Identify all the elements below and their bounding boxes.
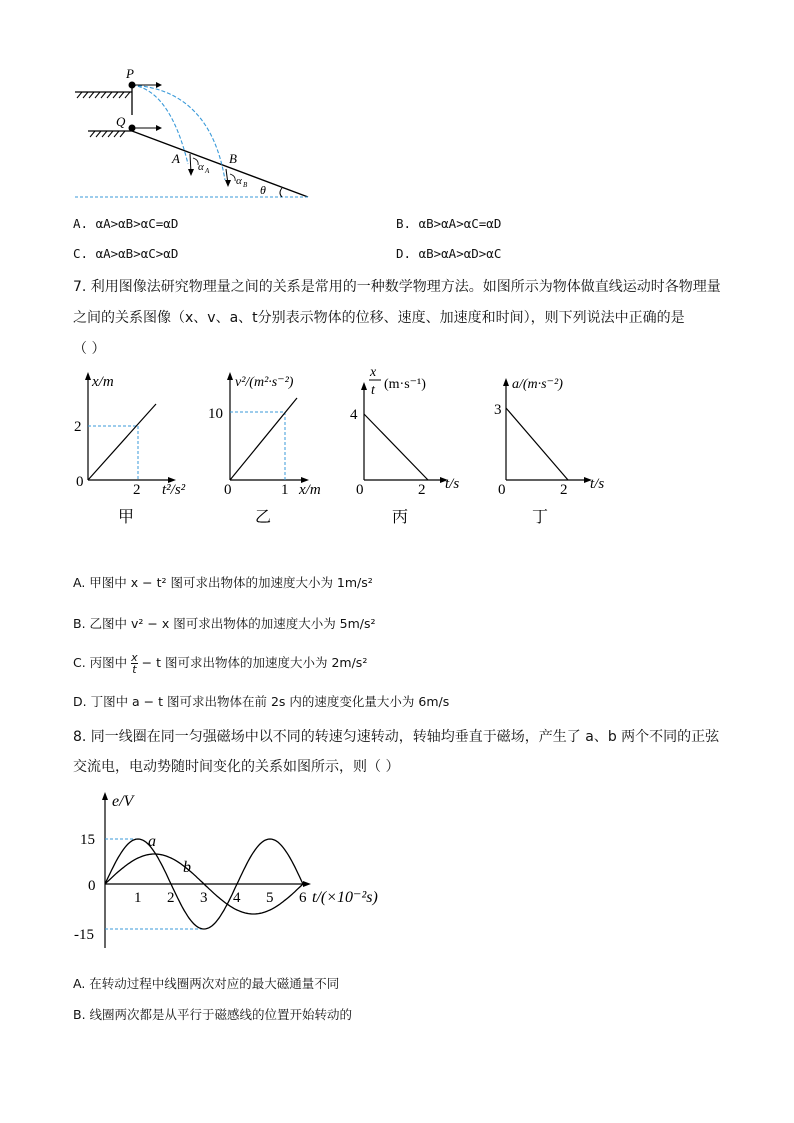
graph-yi-xlabel: x/m [299,482,321,498]
emf-xtick-2: 2 [167,890,175,906]
emf-xlabel: t/(×10⁻²s) [312,889,378,906]
label-alpha-a-sub: A [205,167,210,175]
label-A: A [172,151,180,166]
emf-xtick-5: 5 [266,890,274,906]
q7-option-a[interactable]: A. 甲图中 x − t² 图可求出物体的加速度大小为 1m/s² [73,575,373,590]
label-P: P [126,66,134,81]
emf-chart [70,788,400,958]
q7-option-c[interactable] [73,652,367,675]
q7-option-d[interactable]: D. 丁图中 a − t 图可求出物体在前 2s 内的速度变化量大小为 6m/s [73,694,450,709]
graph-yi-ylabel: v²/(m²·s⁻²) [235,375,294,390]
graph-ding [490,362,630,528]
graph-jia-line [88,404,156,480]
graph-ding-xlabel: t/s [590,476,605,492]
graph-bing-ylabel-den: t [371,383,375,398]
graph-bing [350,362,480,528]
graph-jia [70,368,210,528]
graph-jia-origin: 0 [76,474,84,490]
graph-ding-ytick: 3 [494,402,502,418]
q7-stem-line3: （ ） [73,341,106,357]
q6-option-b[interactable]: B. αB>αA>αC=αD [396,216,502,231]
emf-ylabel: e/V [112,793,134,810]
graph-yi-origin: 0 [224,482,232,498]
graph-jia-name: 甲 [118,509,135,526]
projectile-figure [60,60,330,205]
emf-xtick-6: 6 [299,890,307,906]
label-alpha-b-sub: B [243,181,248,189]
graph-ding-name: 丁 [532,509,549,526]
label-theta: θ [260,183,266,197]
emf-xtick-4: 4 [233,890,241,906]
emf-series-b-label: b [183,859,191,876]
graph-yi-name: 乙 [255,509,272,526]
graph-ding-line [506,408,568,480]
q7-option-c-fraction: $\frac{x}{t}$ [131,651,138,676]
q6-option-a[interactable]: A. αA>αB>αC=αD [73,216,179,231]
graph-jia-ytick: 2 [74,419,82,435]
q7-option-b[interactable]: B. 乙图中 v² − x 图可求出物体的加速度大小为 5m/s² [73,616,376,631]
graph-yi-line [230,398,297,480]
label-alpha-a: α [198,161,204,173]
q8-stem-line2: 交流电，电动势随时间变化的关系如图所示，则（ ） [73,759,400,775]
q6-option-d[interactable]: D. αB>αA>αD>αC [396,246,502,261]
graph-ding-origin: 0 [498,482,506,498]
label-Q: Q [116,114,126,129]
label-B: B [229,151,237,166]
q8-stem-line1: 8. 同一线圈在同一匀强磁场中以不同的转速匀速转动，转轴均垂直于磁场，产生了 a、b 两个不同的正弦 [73,729,720,745]
emf-ytick-neg15: -15 [74,927,94,943]
graph-jia-xlabel: t²/s² [162,482,186,498]
graph-bing-origin: 0 [356,482,364,498]
emf-ytick-0: 0 [88,878,96,894]
label-alpha-b: α [236,175,242,187]
graph-yi [205,368,355,528]
graph-yi-ytick: 10 [208,406,223,422]
emf-series-a-label: a [148,833,156,850]
q7-option-c-prefix: C. 丙图中 [73,655,128,670]
graph-ding-ylabel: a/(m·s⁻²) [512,377,563,392]
q8-option-a[interactable]: A. 在转动过程中线圈两次对应的最大磁通量不同 [73,976,340,991]
graph-jia-xtick: 2 [133,482,141,498]
graph-bing-xlabel: t/s [445,476,460,492]
emf-xtick-3: 3 [200,890,208,906]
q6-option-c[interactable]: C. αA>αB>αC>αD [73,246,179,261]
q7-option-c-suffix: − t 图可求出物体的加速度大小为 2m/s² [141,655,368,670]
emf-xtick-1: 1 [134,890,142,906]
graph-yi-xtick: 1 [281,482,289,498]
q7-stem-line1: 7. 利用图像法研究物理量之间的关系是常用的一种数学物理方法。如图所示为物体做直线运动时各物理量 [73,279,721,295]
graph-ding-xtick: 2 [560,482,568,498]
graph-jia-ylabel: x/m [92,374,114,390]
graph-bing-ylabel-unit: (m·s⁻¹) [384,377,426,392]
graph-bing-line [364,414,428,480]
graph-bing-name: 丙 [392,509,409,526]
q8-option-b[interactable]: B. 线圈两次都是从平行于磁感线的位置开始转动的 [73,1007,353,1022]
emf-ytick-15: 15 [80,832,95,848]
graph-bing-xtick: 2 [418,482,426,498]
q7-stem-line2: 之间的关系图像（x、v、a、t分别表示物体的位移、速度、加速度和时间），则下列说法中正确的是 [73,310,685,326]
graph-bing-ylabel-num: x [370,365,377,380]
graph-bing-ytick: 4 [350,407,358,423]
